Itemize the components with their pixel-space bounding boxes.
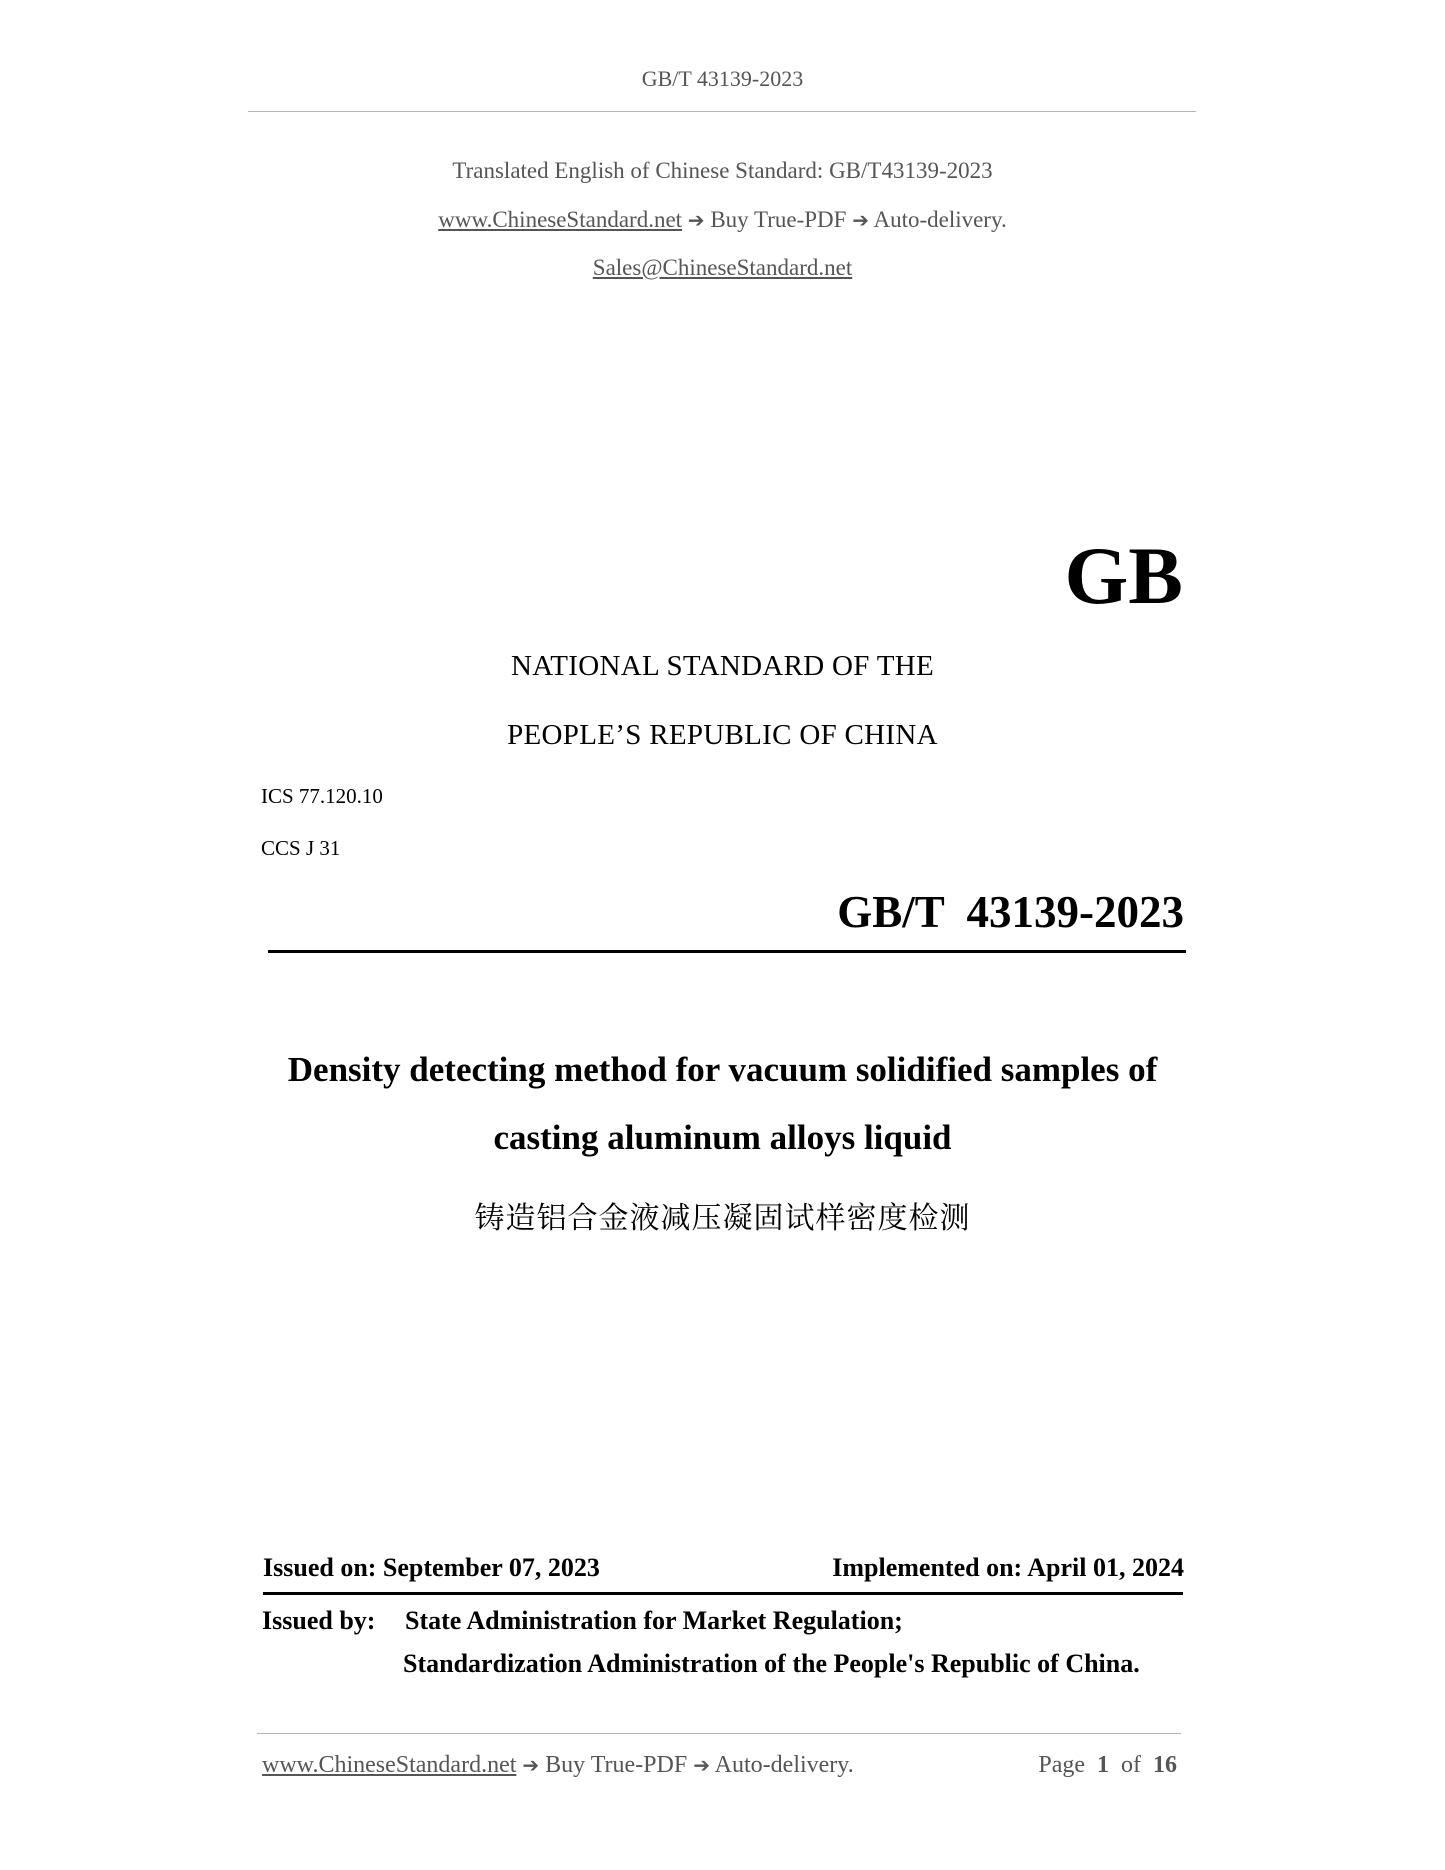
- translated-line: Translated English of Chinese Standard: GB/T43139-2023: [452, 158, 993, 183]
- footer-divider: [257, 1733, 1181, 1734]
- right-arrow-icon: ➔: [852, 208, 869, 232]
- ics-code: ICS 77.120.10: [261, 784, 383, 808]
- title-english-line-2: casting aluminum alloys liquid: [493, 1118, 952, 1157]
- footer-buy-text: Buy True-PDF: [545, 1752, 688, 1778]
- auto-delivery-text: Auto-delivery.: [873, 207, 1007, 232]
- buy-true-pdf-text: Buy True-PDF: [710, 207, 847, 232]
- page-current: 1: [1097, 1752, 1109, 1778]
- issued-by-label: Issued by:: [262, 1606, 376, 1635]
- national-standard-line-1: NATIONAL STANDARD OF THE: [511, 650, 934, 682]
- ccs-code: CCS J 31: [261, 836, 341, 860]
- site-link[interactable]: www.ChineseStandard.net: [438, 207, 683, 232]
- footer-links: [262, 1752, 854, 1779]
- email-link[interactable]: Sales@ChineseStandard.net: [592, 255, 853, 280]
- gb-mark: GB: [1064, 530, 1183, 621]
- dates-rule: [263, 1592, 1183, 1595]
- implemented-on-date: Implemented on: April 01, 2024: [832, 1553, 1184, 1582]
- header-divider: [248, 111, 1196, 112]
- page-indicator: [1038, 1752, 1177, 1779]
- issued-on-date: Issued on: September 07, 2023: [263, 1553, 600, 1582]
- right-arrow-icon: ➔: [693, 1753, 710, 1777]
- footer-site-link[interactable]: www.ChineseStandard.net: [262, 1752, 517, 1778]
- standard-number-rule: [268, 950, 1186, 953]
- issuer-1: State Administration for Market Regulation;: [405, 1606, 903, 1635]
- footer-delivery-text: Auto-delivery.: [714, 1752, 854, 1778]
- title-chinese: 铸造铝合金液减压凝固试样密度检测: [474, 1201, 971, 1236]
- standard-number: GB/T 43139-2023: [837, 887, 1184, 937]
- page-total: 16: [1153, 1752, 1177, 1778]
- right-arrow-icon: ➔: [522, 1753, 540, 1777]
- page-word: Page: [1038, 1752, 1085, 1778]
- promo-links-line: [0, 207, 1445, 233]
- running-header: GB/T 43139-2023: [641, 66, 804, 91]
- issuer-2: Standardization Administration of the People's Republic of China.: [403, 1649, 1140, 1678]
- right-arrow-icon: ➔: [687, 208, 705, 232]
- national-standard-line-2: PEOPLE’S REPUBLIC OF CHINA: [507, 719, 938, 751]
- email-line: [0, 255, 1445, 281]
- title-english-line-1: Density detecting method for vacuum solidified samples of: [287, 1050, 1158, 1089]
- of-word: of: [1121, 1752, 1141, 1778]
